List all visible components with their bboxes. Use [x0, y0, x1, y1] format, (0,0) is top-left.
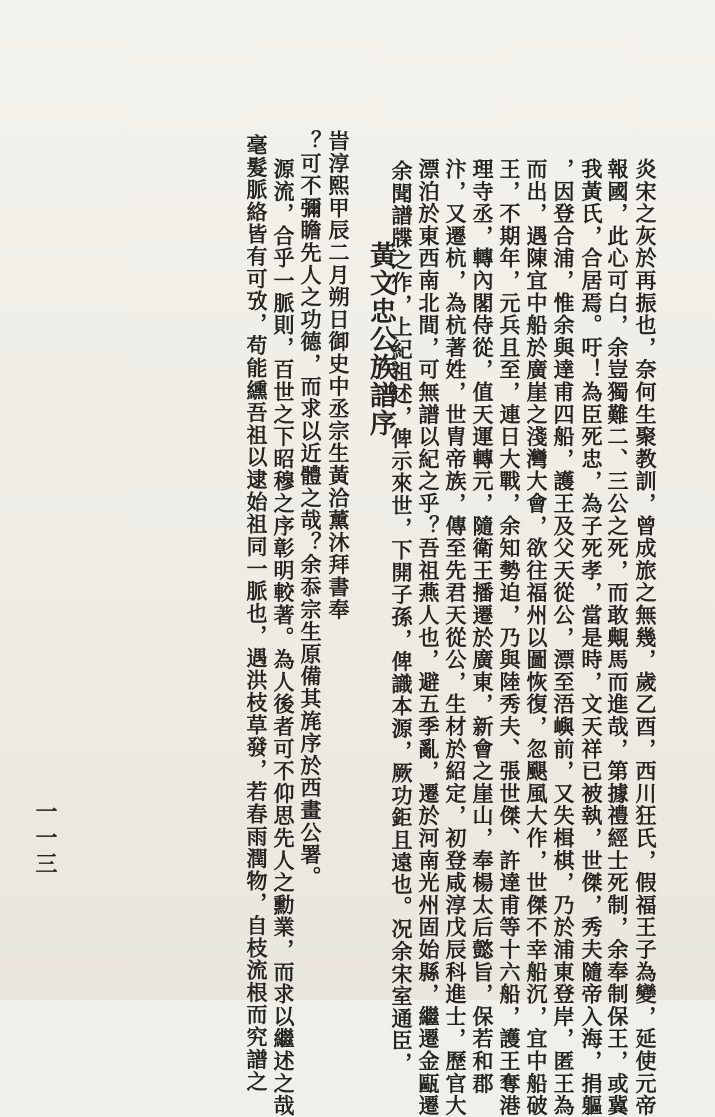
- text-column: 余聞譜牒之作，上紀祖述，俾示來世，下開子孫，俾識本源，厥功鉅且遠也。况余宋室通臣，: [389, 160, 414, 1075]
- text-column: 王，不期年，元兵且至，連日大戰，余知勢迫，乃與陸秀夫、張世傑、許達甫等十六船，護王奪港: [497, 158, 522, 1117]
- text-column: 炎宋之灰於再振也，奈何生聚教訓，曾成旅之無幾，歲乙酉，西川狂氏，假福王子為變，延使元帝: [633, 158, 658, 1117]
- text-column: 漂泊於東西南北間，可無譜以紀之乎？吾祖燕人也，避五季亂，遷於河南光州固始縣，繼遷金甌遷: [416, 158, 441, 1117]
- text-column: 我黃氏，合居焉。吁！為臣死忠，為子死孝，當是時，文天祥已被執，世傑，秀夫隨帝入海，捐軀: [579, 158, 604, 1117]
- text-column: 源流，合乎一脈則，百世之下昭穆之序彰明較著。為人後者可不仰思先人之勳業，而求以繼述之哉: [271, 158, 296, 1117]
- text-column: 理寺丞，轉內閣侍從，值天運轉元，隨衛王播遷於廣東，新會之崖山，奉楊太后懿旨，保若和郡: [470, 158, 495, 1095]
- page-number: 一一三: [32, 800, 58, 878]
- text-column: 而出，遇陳宜中船於廣崖之淺灣大會，欲往福州以圖恢復，忽颶風大作，世傑不幸船沉，宜中船破: [524, 158, 549, 1117]
- text-column: ，因登合浦，惟余與達甫四船，護王及父天從公，漂至浯嶼前，又失楫棋，乃於浦東登岸，匿王為: [551, 158, 576, 1117]
- text-column: 汴，又遷杭，為杭著姓，世胄帝族，傳至先君天從公，生材於紹定，初登咸淳戊辰科進士，歷官大: [443, 158, 468, 1117]
- text-column: 報國，此心可白，余豈獨難二、三公之死，而敢覥馬而進哉，第據禮經士死制，余奉制保王，或冀: [605, 158, 630, 1117]
- signature-column: 旹淳熙甲辰二月朔日御史中丞宗生黃洽薰沐拜書奉: [326, 130, 351, 621]
- text-column: 毫髮脈絡皆有可攷，苟能纁吾祖以逮始祖同一脈也，遇洪枝草發，若春雨潤物，自枝流根而究譜之: [244, 134, 269, 1093]
- section-title: 黃文忠公族譜序: [365, 241, 396, 437]
- text-column: ？可不彌瞻先人之功德，而求以近體之哉？余忝宗生原備其旄序於西畫公署。: [298, 130, 323, 889]
